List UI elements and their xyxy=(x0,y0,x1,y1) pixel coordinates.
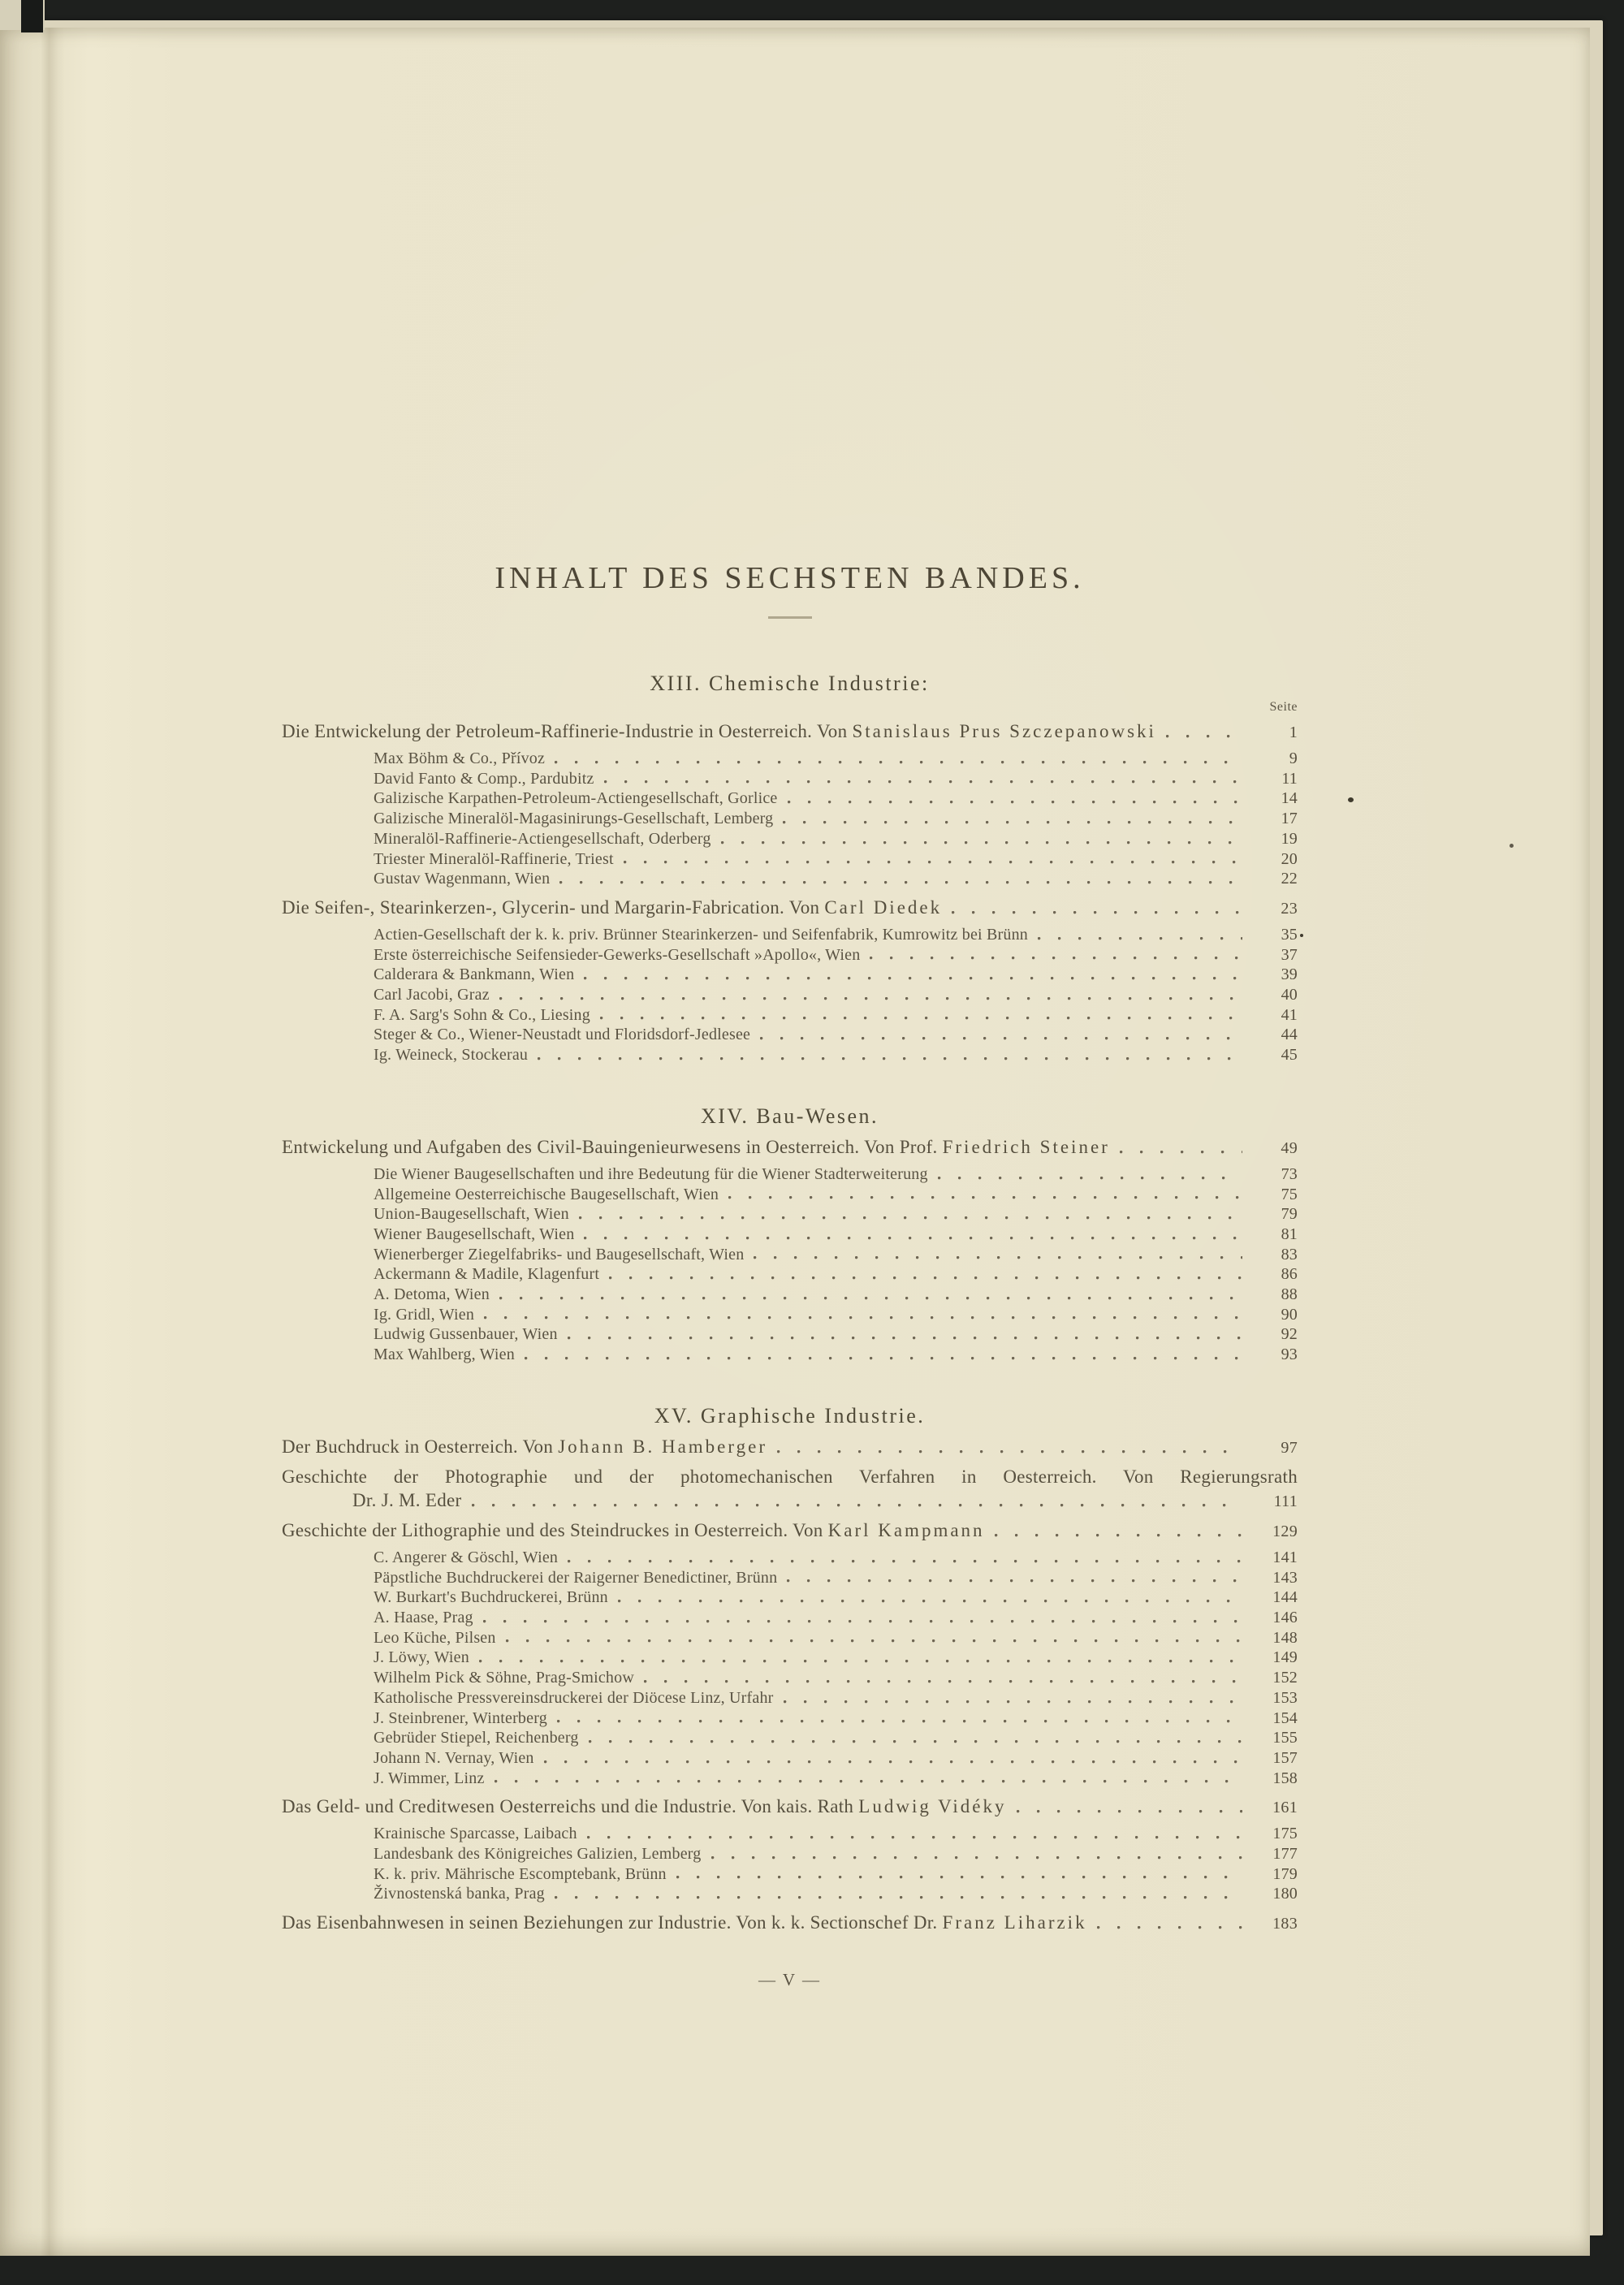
page-number: 11 xyxy=(1281,769,1298,788)
scanned-book-page xyxy=(0,28,1590,2256)
dot-leader xyxy=(482,1305,1242,1325)
toc-entry-sub xyxy=(282,1864,1298,1885)
dot-leader xyxy=(477,1648,1242,1668)
dot-leader xyxy=(727,1185,1242,1205)
toc-entry-sub xyxy=(282,749,1298,769)
page-number: 73 xyxy=(1281,1164,1298,1183)
toc-entry-sub xyxy=(282,1324,1298,1345)
page-number: 40 xyxy=(1281,986,1298,1004)
toc-entry-sub xyxy=(282,1005,1298,1026)
toc-entry-sub xyxy=(282,788,1298,809)
dot-leader xyxy=(752,1245,1242,1265)
entry-title: Entwickelung und Aufgaben des Civil-Bauingenieurwesens in Oesterreich. Von Prof. Friedrich Steiner xyxy=(282,1136,1110,1157)
entry-title: Dr. J. M. Eder xyxy=(352,1489,462,1510)
seite-column-label: Seite xyxy=(1269,700,1298,714)
toc-entry-sub xyxy=(282,1568,1298,1588)
dot-leader xyxy=(566,1548,1242,1568)
entry-title: Mineralöl-Raffinerie-Actiengesellschaft, Oderberg xyxy=(374,829,711,848)
entry-title: Krainische Sparcasse, Laibach xyxy=(374,1825,577,1843)
entry-title: Leo Küche, Pilsen xyxy=(374,1628,496,1647)
toc-entry-sub xyxy=(282,1608,1298,1628)
entry-title: Päpstliche Buchdruckerei der Raigerner Benedictiner, Brünn xyxy=(374,1568,778,1587)
toc-entry-sub xyxy=(282,965,1298,985)
title-divider xyxy=(768,616,812,619)
dot-leader xyxy=(1015,1796,1243,1818)
dot-leader xyxy=(993,1520,1242,1542)
dot-leader xyxy=(498,1285,1242,1305)
toc-entry-sub xyxy=(282,1285,1298,1305)
dot-leader xyxy=(936,1164,1242,1185)
dot-leader xyxy=(553,749,1242,769)
toc-entry-sub xyxy=(282,945,1298,965)
dot-leader xyxy=(607,1264,1242,1285)
dot-leader xyxy=(566,1324,1242,1345)
page-number: 180 xyxy=(1272,1885,1298,1903)
page-number: 154 xyxy=(1272,1708,1298,1727)
entry-title: A. Detoma, Wien xyxy=(374,1285,490,1304)
dot-leader xyxy=(555,1708,1242,1729)
entry-title: J. Löwy, Wien xyxy=(374,1648,469,1667)
page-number: 45 xyxy=(1281,1046,1298,1065)
toc-entry-sub xyxy=(282,1769,1298,1789)
page-number: 144 xyxy=(1272,1588,1298,1607)
entry-title: Actien-Gesellschaft der k. k. priv. Brünner Stearinkerzen- und Seifenfabrik, Kumrowitz bei Brünn xyxy=(374,925,1028,944)
page-number: 75 xyxy=(1281,1185,1298,1203)
dot-leader xyxy=(785,1568,1242,1588)
dot-leader xyxy=(558,869,1242,889)
toc-entry-sub xyxy=(282,925,1298,945)
dot-leader xyxy=(616,1587,1242,1608)
page-number: 22 xyxy=(1281,870,1298,888)
toc-entry-sub xyxy=(282,1204,1298,1225)
entry-author: Stanislaus Prus Szczepanowski xyxy=(852,721,1156,741)
page-number: 41 xyxy=(1281,1005,1298,1024)
dot-leader xyxy=(1118,1137,1242,1159)
toc-entry-sub xyxy=(282,1844,1298,1864)
page-content xyxy=(282,28,1298,1990)
toc-entry-sub xyxy=(282,849,1298,870)
dot-leader xyxy=(482,1608,1242,1628)
entry-author: Friedrich Steiner xyxy=(942,1136,1110,1157)
dot-leader xyxy=(523,1345,1242,1365)
ink-speck xyxy=(1510,844,1514,848)
dot-leader xyxy=(781,809,1242,829)
page-number: 93 xyxy=(1281,1346,1298,1364)
entry-title: Carl Jacobi, Graz xyxy=(374,986,490,1004)
toc-entry-sub xyxy=(282,1748,1298,1769)
toc-entry-main xyxy=(282,1520,1298,1542)
page-number: 111 xyxy=(1273,1492,1298,1510)
page-number: 155 xyxy=(1272,1729,1298,1747)
page-number: 161 xyxy=(1272,1799,1298,1817)
toc-entry-main xyxy=(282,721,1298,743)
entry-title: Erste österreichische Seifensieder-Gewerks-Gesellschaft »Apollo«, Wien xyxy=(374,945,861,964)
page-number: 49 xyxy=(1281,1138,1298,1157)
dot-leader xyxy=(577,1204,1242,1225)
entry-author: Karl Kampmann xyxy=(827,1519,985,1540)
page-number: 146 xyxy=(1272,1608,1298,1626)
entry-title: Johann N. Vernay, Wien xyxy=(374,1748,534,1767)
toc-entry-sub xyxy=(282,829,1298,849)
entry-title: Katholische Pressvereinsdruckerei der Diöcese Linz, Urfahr xyxy=(374,1688,774,1707)
dot-leader xyxy=(582,1225,1242,1245)
dot-leader xyxy=(598,1005,1242,1026)
dot-leader xyxy=(470,1490,1242,1512)
table-of-contents xyxy=(282,672,1298,1934)
page-number: 14 xyxy=(1281,789,1298,808)
dot-leader xyxy=(504,1628,1242,1648)
page-number: 175 xyxy=(1272,1825,1298,1843)
page-number: 88 xyxy=(1281,1285,1298,1304)
section-heading: XV. Graphische Industrie. xyxy=(654,1403,926,1428)
toc-entry-sub xyxy=(282,869,1298,889)
page-number-footer: — V — xyxy=(758,1970,821,1990)
toc-entry-sub xyxy=(282,1225,1298,1245)
entry-title: Calderara & Bankmann, Wien xyxy=(374,965,575,984)
toc-entry-main xyxy=(282,1490,1298,1512)
entry-title: J. Steinbrener, Winterberg xyxy=(374,1708,547,1727)
entry-title: Galizische Karpathen-Petroleum-Actiengesellschaft, Gorlice xyxy=(374,789,778,808)
dot-leader xyxy=(585,1824,1242,1844)
page-number: 149 xyxy=(1272,1648,1298,1667)
dot-leader xyxy=(603,769,1242,789)
dot-leader xyxy=(950,897,1242,919)
dot-leader xyxy=(622,849,1242,870)
page-number: 153 xyxy=(1272,1688,1298,1707)
page-number: 158 xyxy=(1272,1769,1298,1787)
dot-leader xyxy=(542,1748,1242,1769)
dot-leader xyxy=(642,1668,1242,1688)
dot-leader xyxy=(1095,1912,1242,1934)
toc-entry-sub xyxy=(282,1245,1298,1265)
toc-entry-main xyxy=(282,1137,1298,1159)
dot-leader xyxy=(775,1436,1242,1458)
page-number: 183 xyxy=(1272,1915,1298,1933)
dot-leader xyxy=(782,1688,1242,1708)
entry-title: Geschichte der Lithographie und des Steindruckes in Oesterreich. Von Karl Kampmann xyxy=(282,1519,985,1540)
page-number: 35 xyxy=(1281,925,1298,944)
page-number: 39 xyxy=(1281,965,1298,984)
page-number: 148 xyxy=(1272,1628,1298,1647)
entry-title: K. k. priv. Mährische Escomptebank, Brünn xyxy=(374,1864,667,1883)
entry-title: Gustav Wagenmann, Wien xyxy=(374,870,551,888)
toc-entry-sub xyxy=(282,1345,1298,1365)
entry-title: Gebrüder Stiepel, Reichenberg xyxy=(374,1729,579,1747)
toc-entry-sub xyxy=(282,1185,1298,1205)
entry-title: J. Wimmer, Linz xyxy=(374,1769,485,1787)
entry-author: Johann B. Hamberger xyxy=(558,1436,767,1457)
page-number: 1 xyxy=(1289,724,1298,741)
ink-speck xyxy=(1348,797,1354,802)
entry-author: Carl Diedek xyxy=(824,896,943,918)
entry-title: Max Böhm & Co., Přívoz xyxy=(374,749,546,767)
toc-entry-sub xyxy=(282,769,1298,789)
toc-entry-sub xyxy=(282,1708,1298,1729)
toc-entry-sub xyxy=(282,1688,1298,1708)
toc-entry-sub xyxy=(282,1648,1298,1668)
dot-leader xyxy=(1036,925,1242,945)
toc-entry-sub xyxy=(282,1628,1298,1648)
page-number: 23 xyxy=(1281,899,1298,918)
toc-entry-sub xyxy=(282,1164,1298,1185)
dot-leader xyxy=(719,829,1242,849)
page-number: 86 xyxy=(1281,1265,1298,1284)
entry-title: Union-Baugesellschaft, Wien xyxy=(374,1205,569,1224)
dot-leader xyxy=(553,1884,1242,1904)
section-heading: XIV. Bau-Wesen. xyxy=(700,1104,879,1128)
toc-entry-sub xyxy=(282,1884,1298,1904)
toc-entry-main-line1: Geschichte der Photographie und der photomechanischen Verfahren in Oesterreich. Von Regierungsrath xyxy=(282,1466,1298,1487)
dot-leader xyxy=(786,788,1242,809)
entry-title: Wienerberger Ziegelfabriks- und Baugesellschaft, Wien xyxy=(374,1245,745,1263)
page-number: 9 xyxy=(1289,749,1298,767)
page-number: 20 xyxy=(1281,849,1298,868)
entry-title: Wilhelm Pick & Söhne, Prag-Smichow xyxy=(374,1669,634,1687)
page-number: 90 xyxy=(1281,1305,1298,1324)
entry-title: Ig. Gridl, Wien xyxy=(374,1305,475,1324)
entry-title: F. A. Sarg's Sohn & Co., Liesing xyxy=(374,1005,590,1024)
toc-entry-sub xyxy=(282,1548,1298,1568)
entry-title: Die Entwickelung der Petroleum-Raffinerie-Industrie in Oesterreich. Von Stanislaus Prus Szczepanowski xyxy=(282,721,1156,741)
page-number: 19 xyxy=(1281,829,1298,848)
entry-title: Ackermann & Madile, Klagenfurt xyxy=(374,1265,600,1284)
toc-entry-main xyxy=(282,897,1298,919)
entry-title: Das Geld- und Creditwesen Oesterreichs und die Industrie. Von kais. Rath Ludwig Vidéky xyxy=(282,1796,1007,1817)
dot-leader xyxy=(536,1045,1242,1065)
dot-leader xyxy=(758,1025,1242,1045)
page-number: 179 xyxy=(1272,1864,1298,1883)
page-number: 44 xyxy=(1281,1026,1298,1044)
entry-title: Der Buchdruck in Oesterreich. Von Johann B. Hamberger xyxy=(282,1436,767,1457)
toc-entry-sub xyxy=(282,1728,1298,1748)
dot-leader xyxy=(710,1844,1243,1864)
page-number: 83 xyxy=(1281,1245,1298,1263)
toc-entry-main xyxy=(282,1912,1298,1934)
toc-entry-sub xyxy=(282,1587,1298,1608)
toc-entry-sub xyxy=(282,985,1298,1005)
toc-entry-sub xyxy=(282,1045,1298,1065)
entry-title: Max Wahlberg, Wien xyxy=(374,1346,515,1364)
page-number: 129 xyxy=(1272,1522,1298,1540)
page-number: 152 xyxy=(1272,1669,1298,1687)
entry-title: Ludwig Gussenbauer, Wien xyxy=(374,1325,558,1344)
page-number: 141 xyxy=(1272,1548,1298,1566)
entry-title: W. Burkart's Buchdruckerei, Brünn xyxy=(374,1588,608,1607)
toc-entry-main xyxy=(282,1796,1298,1818)
page-number: 81 xyxy=(1281,1225,1298,1243)
entry-title: Landesbank des Königreiches Galizien, Lemberg xyxy=(374,1845,702,1864)
toc-entry-sub xyxy=(282,1025,1298,1045)
entry-title: Wiener Baugesellschaft, Wien xyxy=(374,1225,575,1243)
dot-leader xyxy=(498,985,1242,1005)
ink-speck xyxy=(1300,934,1303,937)
entry-title: Allgemeine Oesterreichische Baugesellschaft, Wien xyxy=(374,1185,719,1203)
dot-leader xyxy=(582,965,1242,985)
entry-title: Triester Mineralöl-Raffinerie, Triest xyxy=(374,849,614,868)
toc-entry-sub xyxy=(282,1264,1298,1285)
entry-title: Ig. Weineck, Stockerau xyxy=(374,1046,529,1065)
entry-title: David Fanto & Comp., Pardubitz xyxy=(374,769,594,788)
entry-title: A. Haase, Prag xyxy=(374,1608,473,1626)
entry-title: Die Seifen-, Stearinkerzen-, Glycerin- und Margarin-Fabrication. Von Carl Diedek xyxy=(282,896,943,918)
section-heading: XIII. Chemische Industrie: xyxy=(650,672,930,695)
toc-entry-sub xyxy=(282,809,1298,829)
entry-author: Franz Liharzik xyxy=(942,1912,1087,1933)
page-number: 92 xyxy=(1281,1325,1298,1344)
entry-author: Ludwig Vidéky xyxy=(858,1796,1007,1817)
dot-leader xyxy=(587,1728,1242,1748)
entry-title: Živnostenská banka, Prag xyxy=(374,1885,545,1903)
page-number: 143 xyxy=(1272,1568,1298,1587)
page-number: 177 xyxy=(1272,1845,1298,1864)
toc-entry-sub xyxy=(282,1824,1298,1844)
dot-leader xyxy=(868,945,1242,965)
page-number: 157 xyxy=(1272,1748,1298,1767)
toc-entry-sub xyxy=(282,1668,1298,1688)
binding-notch xyxy=(21,0,43,32)
dot-leader xyxy=(675,1864,1242,1885)
page-number: 97 xyxy=(1281,1438,1298,1457)
dot-leader xyxy=(1164,721,1242,743)
entry-title: C. Angerer & Göschl, Wien xyxy=(374,1548,559,1566)
dot-leader xyxy=(493,1769,1242,1789)
page-number: 37 xyxy=(1281,945,1298,964)
page-number: 17 xyxy=(1281,810,1298,828)
entry-title: Steger & Co., Wiener-Neustadt und Floridsdorf-Jedlesee xyxy=(374,1026,751,1044)
entry-title: Das Eisenbahnwesen in seinen Beziehungen zur Industrie. Von k. k. Sectionschef Dr. Franz Liharzik xyxy=(282,1912,1087,1933)
toc-entry-main xyxy=(282,1436,1298,1458)
page-title: INHALT DES SECHSTEN BANDES. xyxy=(495,561,1085,595)
entry-title: Galizische Mineralöl-Magasinirungs-Gesellschaft, Lemberg xyxy=(374,810,774,828)
toc-entry-sub xyxy=(282,1305,1298,1325)
page-number: 79 xyxy=(1281,1205,1298,1224)
entry-title: Die Wiener Baugesellschaften und ihre Bedeutung für die Wiener Stadterweiterung xyxy=(374,1164,928,1183)
